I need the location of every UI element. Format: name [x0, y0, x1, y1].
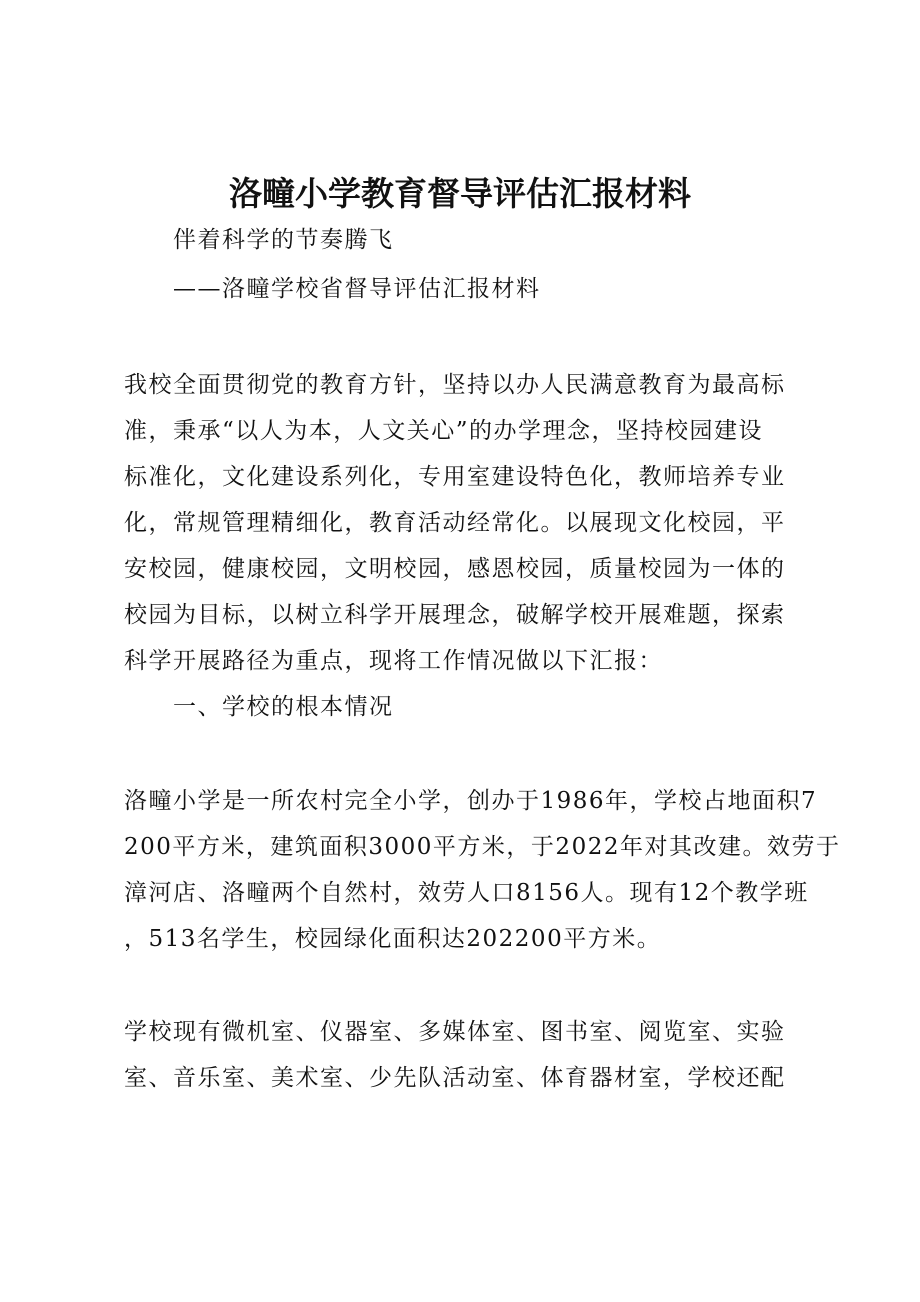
- section1-line: 漳河店、洛疃两个自然村，效劳人口8156人。现有12个教学班: [124, 880, 809, 906]
- section2-line: 学校现有微机室、仪器室、多媒体室、图书室、阅览室、实验: [124, 1019, 786, 1045]
- document-title: 洛疃小学教育督导评估汇报材料: [229, 174, 691, 213]
- intro-line: 标准化，文化建设系列化，专用室建设特色化，教师培养专业: [124, 464, 786, 490]
- intro-line: 安校园，健康校园，文明校园，感恩校园，质量校园为一体的: [124, 556, 786, 582]
- intro-line: 准，秉承“以人为本，人文关心”的办学理念，坚持校园建设: [124, 418, 764, 444]
- section-heading: 一、学校的根本情况: [173, 694, 394, 720]
- section1-line: 200平方米，建筑面积3000平方米，于2022年对其改建。效劳于: [124, 834, 841, 860]
- intro-line: 化，常规管理精细化，教育活动经常化。以展现文化校园，平: [124, 510, 786, 536]
- intro-line: 我校全面贯彻党的教育方针，坚持以办人民满意教育为最高标: [124, 372, 786, 398]
- section2-line: 室、音乐室、美术室、少先队活动室、体育器材室，学校还配: [124, 1065, 786, 1091]
- document-subtitle-attribution: ——洛疃学校省督导评估汇报材料: [173, 276, 541, 302]
- section1-line: 洛疃小学是一所农村完全小学，创办于1986年，学校占地面积7: [124, 788, 818, 814]
- intro-line: 校园为目标，以树立科学开展理念，破解学校开展难题，探索: [124, 602, 786, 628]
- document-subtitle: 伴着科学的节奏腾飞: [173, 227, 394, 253]
- intro-line: 科学开展路径为重点，现将工作情况做以下汇报：: [124, 648, 663, 674]
- section1-line: ，513名学生，校园绿化面积达202200平方米。: [124, 926, 662, 952]
